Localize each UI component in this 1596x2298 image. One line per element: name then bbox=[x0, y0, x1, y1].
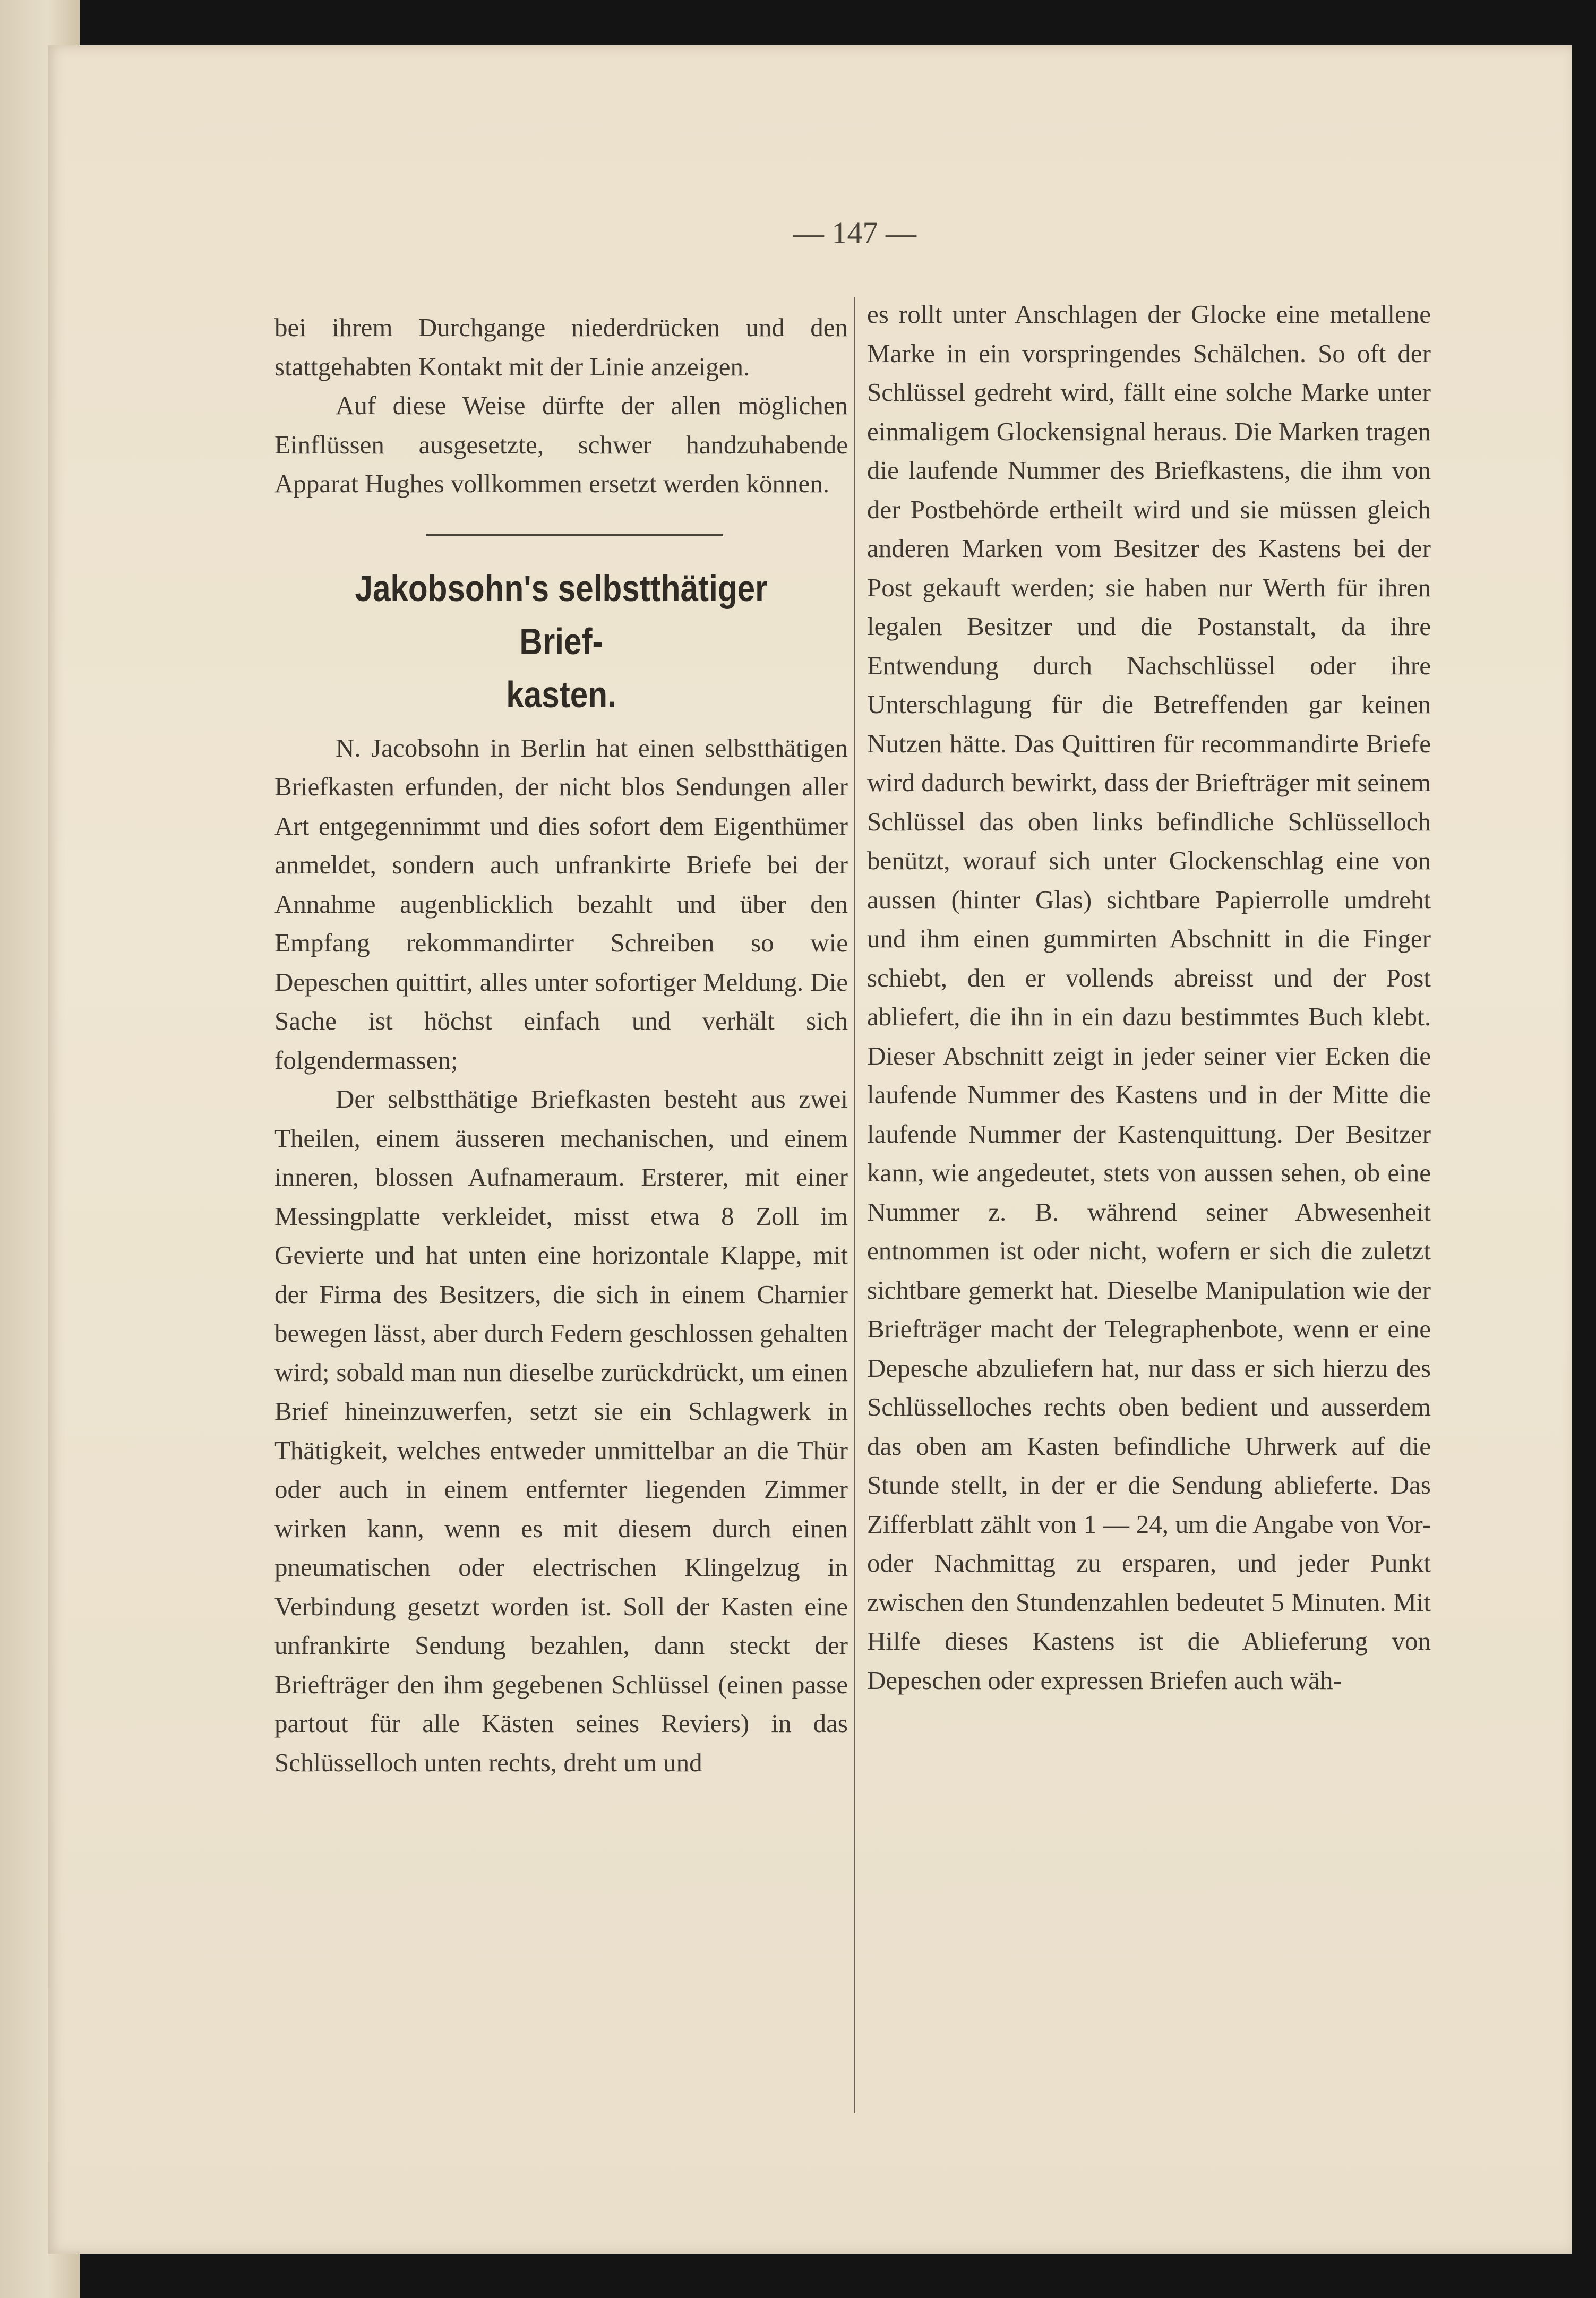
paragraph-continued: bei ihrem Durchgange niederdrücken und den stattgehabten Kontakt mit der Linie anzeigen. bbox=[274, 313, 848, 381]
section-rule bbox=[426, 534, 723, 536]
column-divider bbox=[854, 297, 855, 2113]
page-number: — 147 — bbox=[793, 216, 916, 250]
paragraph-conclusion: Auf diese Weise dürfte der allen möglichen Einflüssen ausgesetzte, schwer handzuhabende Apparat Hughes vollkommen ersetzt werden können. bbox=[274, 391, 848, 498]
article-title bbox=[315, 562, 808, 721]
article-title-line-2: kasten. bbox=[506, 673, 616, 715]
article-paragraph-description: Der selbstthätige Briefkasten besteht aus zwei Theilen, einem äusseren mechanischen, und einem inneren, blossen Aufnameraum. Ersterer, mit einer Messingplatte verkleidet, misst etwa 8 Zoll im Gevierte und hat unten eine horizontale Klappe, mit der Firma des Besitzers, die sich in einem Charnier bewegen lässt, aber durch Federn geschlossen gehalten wird; sobald man nun dieselbe zurückdrückt, um einen Brief hineinzuwerfen, setzt sie ein Schlagwerk in Thätigkeit, welches entweder unmittelbar an die Thür oder auch in einem entfernter liegenden Zimmer wirken kann, wenn es mit diesem durch einen pneumatischen oder electrischen Klingelzug in Verbindung gesetzt worden ist. Soll der Kasten eine unfrankirte Sendung bezahlen, dann steckt der Briefträger den ihm gegebenen Schlüssel (einen passe partout für alle Kästen seines Reviers) in das Schlüsselloch unten rechts, dreht um und bbox=[274, 1084, 848, 1777]
right-column bbox=[867, 295, 1431, 1700]
left-column bbox=[274, 308, 848, 1782]
article-paragraph-intro: N. Jacobsohn in Berlin hat einen selbstthätigen Briefkasten erfunden, der nicht blos Sendungen aller Art entgegennimmt und dies sofort dem Eigenthümer anmeldet, sondern auch unfrankirte Briefe bei der Annahme augenblicklich bezahlt und über den Empfang rekommandirter Schreiben so wie Depeschen quittirt, alles unter sofortiger Meldung. Die Sache ist höchst einfach und verhält sich folgendermassen; bbox=[274, 733, 848, 1075]
article-title-line-1: Jakobsohn's selbstthätiger Brief- bbox=[355, 567, 768, 662]
article-paragraph-continued: es rollt unter Anschlagen der Glocke eine metallene Marke in ein vorspringendes Schälchen. So oft der Schlüssel gedreht wird, fällt eine solche Marke unter einmaligem Glockensignal heraus. Die Marken tragen die laufende Nummer des Briefkastens, die ihm von der Postbehörde ertheilt wird und sie müssen gleich anderen Marken vom Besitzer des Kastens bei der Post gekauft werden; sie haben nur Werth für ihren legalen Besitzer und die Postanstalt, da ihre Entwendung durch Nachschlüssel oder ihre Unterschlagung für die Betreffenden gar keinen Nutzen hätte. Das Quittiren für recommandirte Briefe wird dadurch bewirkt, dass der Briefträger mit seinem Schlüssel das oben links befindliche Schlüsselloch benützt, worauf sich unter Glockenschlag eine von aussen (hinter Glas) sichtbare Papierrolle umdreht und ihm einen gummirten Abschnitt in die Finger schiebt, den er vollends abreisst und der Post abliefert, die ihn in ein dazu bestimmtes Buch klebt. Dieser Abschnitt zeigt in jeder seiner vier Ecken die laufende Nummer des Kastens und in der Mitte die laufende Nummer der Kastenquittung. Der Besitzer kann, wie angedeutet, stets von aussen sehen, ob eine Nummer z. B. während seiner Abwesenheit entnommen ist oder nicht, wofern er sich die zuletzt sichtbare gemerkt hat. Dieselbe Manipulation wie der Briefträger macht der Telegraphenbote, wenn er eine Depesche abzuliefern hat, nur dass er sich hierzu des Schlüsselloches rechts oben bedient und ausserdem das oben am Kasten befindliche Uhrwerk auf die Stunde stellt, in der er die Sendung ablieferte. Das Zifferblatt zählt von 1 — 24, um die Angabe von Vor- oder Nachmittag zu ersparen, und jeder Punkt zwischen den Stundenzahlen bedeutet 5 Minuten. Mit Hilfe dieses Kastens ist die Ablieferung von Depeschen oder expressen Briefen auch wäh- bbox=[867, 299, 1431, 1695]
